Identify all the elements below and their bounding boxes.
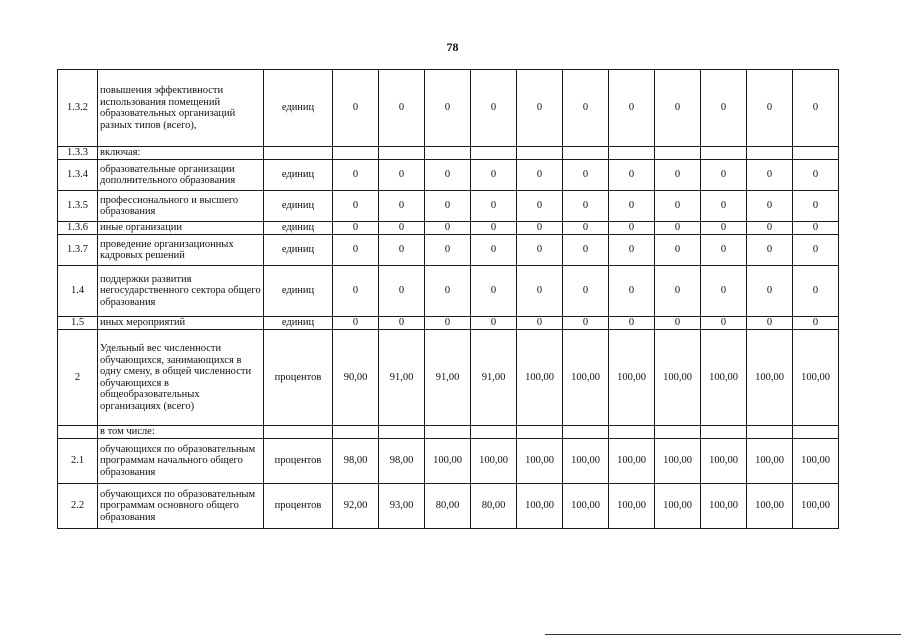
row-value: 100,00 <box>747 484 793 529</box>
row-value: 0 <box>655 70 701 147</box>
row-value <box>655 147 701 160</box>
row-value: 0 <box>747 191 793 222</box>
row-value <box>747 147 793 160</box>
row-value: 0 <box>379 191 425 222</box>
row-unit: процентов <box>264 439 333 484</box>
row-code: 1.3.7 <box>58 235 98 266</box>
row-value: 0 <box>701 191 747 222</box>
row-value <box>471 426 517 439</box>
row-value <box>517 426 563 439</box>
row-value: 0 <box>655 317 701 330</box>
row-value: 0 <box>609 160 655 191</box>
row-value: 100,00 <box>563 484 609 529</box>
row-value: 98,00 <box>333 439 379 484</box>
row-unit: единиц <box>264 70 333 147</box>
row-unit: процентов <box>264 330 333 426</box>
row-unit: единиц <box>264 317 333 330</box>
row-name: обучающихся по образовательным программам основного общего образования <box>98 484 264 529</box>
table-row <box>58 330 839 426</box>
row-value: 100,00 <box>609 484 655 529</box>
table-row <box>58 439 839 484</box>
row-value <box>425 147 471 160</box>
row-name: Удельный вес численности обучающихся, занимающихся в одну смену, в общей численности обучающихся в общеобразовательных организациях (всего) <box>98 330 264 426</box>
row-value: 0 <box>379 317 425 330</box>
row-value: 0 <box>517 235 563 266</box>
row-value: 0 <box>701 160 747 191</box>
row-value: 0 <box>471 222 517 235</box>
row-value: 0 <box>563 222 609 235</box>
row-value: 0 <box>563 160 609 191</box>
row-value: 100,00 <box>701 439 747 484</box>
row-value: 0 <box>655 235 701 266</box>
row-value: 0 <box>747 266 793 317</box>
row-value: 0 <box>793 317 839 330</box>
row-value: 0 <box>563 266 609 317</box>
row-value <box>333 426 379 439</box>
row-value: 0 <box>517 70 563 147</box>
row-value: 0 <box>333 317 379 330</box>
row-code: 2.1 <box>58 439 98 484</box>
row-value: 0 <box>609 235 655 266</box>
row-code: 1.3.3 <box>58 147 98 160</box>
table-row <box>58 484 839 529</box>
row-value: 0 <box>701 266 747 317</box>
row-value: 0 <box>425 266 471 317</box>
row-value: 0 <box>379 70 425 147</box>
row-code: 2.2 <box>58 484 98 529</box>
row-value: 100,00 <box>701 330 747 426</box>
row-value: 0 <box>701 235 747 266</box>
row-value <box>609 147 655 160</box>
row-value: 0 <box>701 222 747 235</box>
row-value: 90,00 <box>333 330 379 426</box>
row-unit <box>264 147 333 160</box>
row-unit: процентов <box>264 484 333 529</box>
row-value: 0 <box>471 235 517 266</box>
row-value: 0 <box>793 191 839 222</box>
row-code: 1.4 <box>58 266 98 317</box>
row-code: 1.3.2 <box>58 70 98 147</box>
row-value: 0 <box>471 191 517 222</box>
row-value: 0 <box>333 266 379 317</box>
row-unit: единиц <box>264 222 333 235</box>
row-value: 0 <box>563 235 609 266</box>
row-value: 0 <box>563 317 609 330</box>
row-value <box>747 426 793 439</box>
row-value: 0 <box>609 191 655 222</box>
row-value <box>609 426 655 439</box>
row-value: 0 <box>655 191 701 222</box>
row-value: 100,00 <box>793 330 839 426</box>
row-value: 0 <box>425 191 471 222</box>
row-name: образовательные организации дополнительного образования <box>98 160 264 191</box>
row-value: 0 <box>379 266 425 317</box>
table-row <box>58 317 839 330</box>
row-value <box>425 426 471 439</box>
row-value: 0 <box>563 70 609 147</box>
row-value <box>333 147 379 160</box>
row-value: 0 <box>333 191 379 222</box>
row-name: иных мероприятий <box>98 317 264 330</box>
row-value: 100,00 <box>793 484 839 529</box>
row-value: 0 <box>655 222 701 235</box>
row-value: 0 <box>793 266 839 317</box>
row-value <box>379 426 425 439</box>
row-value: 0 <box>793 222 839 235</box>
row-value: 0 <box>609 317 655 330</box>
row-value: 0 <box>425 70 471 147</box>
row-value: 100,00 <box>425 439 471 484</box>
indicator-table <box>57 69 839 529</box>
row-value: 0 <box>333 160 379 191</box>
row-value: 0 <box>609 70 655 147</box>
row-value: 0 <box>563 191 609 222</box>
row-value: 100,00 <box>517 330 563 426</box>
row-value: 0 <box>471 317 517 330</box>
row-value <box>793 147 839 160</box>
row-value <box>471 147 517 160</box>
row-value: 91,00 <box>379 330 425 426</box>
row-value: 0 <box>471 70 517 147</box>
row-unit <box>264 426 333 439</box>
row-value <box>701 426 747 439</box>
row-value: 0 <box>747 160 793 191</box>
row-value <box>517 147 563 160</box>
row-value: 98,00 <box>379 439 425 484</box>
row-value: 0 <box>701 317 747 330</box>
row-value: 100,00 <box>747 330 793 426</box>
row-value: 0 <box>793 160 839 191</box>
row-value: 0 <box>333 70 379 147</box>
row-value: 0 <box>379 160 425 191</box>
row-value: 100,00 <box>563 330 609 426</box>
row-value: 0 <box>425 235 471 266</box>
row-value: 0 <box>747 222 793 235</box>
table-row <box>58 222 839 235</box>
row-value <box>563 426 609 439</box>
row-value: 0 <box>793 235 839 266</box>
row-value: 0 <box>379 235 425 266</box>
row-value: 100,00 <box>655 484 701 529</box>
row-value <box>379 147 425 160</box>
row-unit: единиц <box>264 160 333 191</box>
row-code: 1.3.5 <box>58 191 98 222</box>
row-unit: единиц <box>264 191 333 222</box>
row-value: 0 <box>425 222 471 235</box>
row-value: 0 <box>517 222 563 235</box>
row-value: 0 <box>425 317 471 330</box>
row-value: 0 <box>333 235 379 266</box>
row-name: поддержки развития негосударственного сектора общего образования <box>98 266 264 317</box>
row-value: 0 <box>655 160 701 191</box>
row-value: 100,00 <box>747 439 793 484</box>
row-name: проведение организационных кадровых решений <box>98 235 264 266</box>
row-value: 0 <box>747 317 793 330</box>
row-name: профессионального и высшего образования <box>98 191 264 222</box>
row-value <box>793 426 839 439</box>
row-value: 100,00 <box>517 439 563 484</box>
row-code <box>58 426 98 439</box>
row-value: 100,00 <box>609 439 655 484</box>
row-value: 0 <box>655 266 701 317</box>
row-value: 92,00 <box>333 484 379 529</box>
row-value: 0 <box>471 266 517 317</box>
row-value: 100,00 <box>793 439 839 484</box>
row-value <box>701 147 747 160</box>
table-row <box>58 191 839 222</box>
page-number: 78 <box>446 40 459 54</box>
row-value: 100,00 <box>655 330 701 426</box>
row-value: 0 <box>425 160 471 191</box>
row-value: 0 <box>379 222 425 235</box>
row-value: 100,00 <box>563 439 609 484</box>
row-name: включая: <box>98 147 264 160</box>
row-value: 0 <box>609 266 655 317</box>
row-value: 0 <box>793 70 839 147</box>
row-value: 80,00 <box>425 484 471 529</box>
row-code: 1.3.6 <box>58 222 98 235</box>
row-value: 0 <box>609 222 655 235</box>
row-name: повышения эффективности использования помещений образовательных организаций разных типов (всего), <box>98 70 264 147</box>
row-value <box>563 147 609 160</box>
row-value: 100,00 <box>471 439 517 484</box>
row-value: 91,00 <box>425 330 471 426</box>
row-name: обучающихся по образовательным программам начального общего образования <box>98 439 264 484</box>
row-value: 80,00 <box>471 484 517 529</box>
row-value: 0 <box>701 70 747 147</box>
row-value: 0 <box>517 317 563 330</box>
row-value: 0 <box>747 70 793 147</box>
row-value: 100,00 <box>517 484 563 529</box>
row-code: 1.3.4 <box>58 160 98 191</box>
row-code: 2 <box>58 330 98 426</box>
table-row <box>58 235 839 266</box>
row-value: 93,00 <box>379 484 425 529</box>
row-unit: единиц <box>264 235 333 266</box>
row-name: иные организации <box>98 222 264 235</box>
row-value: 100,00 <box>609 330 655 426</box>
row-value: 0 <box>517 266 563 317</box>
footer-rule <box>545 634 901 635</box>
table-row <box>58 70 839 147</box>
row-unit: единиц <box>264 266 333 317</box>
row-code: 1.5 <box>58 317 98 330</box>
row-value <box>655 426 701 439</box>
table-row <box>58 266 839 317</box>
table-row <box>58 147 839 160</box>
table-body <box>58 70 839 529</box>
table-row <box>58 160 839 191</box>
row-value: 0 <box>333 222 379 235</box>
row-value: 0 <box>517 160 563 191</box>
row-value: 0 <box>517 191 563 222</box>
row-value: 100,00 <box>655 439 701 484</box>
row-value: 0 <box>471 160 517 191</box>
row-value: 91,00 <box>471 330 517 426</box>
table-row <box>58 426 839 439</box>
row-value: 0 <box>747 235 793 266</box>
row-value: 100,00 <box>701 484 747 529</box>
row-name: в том числе: <box>98 426 264 439</box>
